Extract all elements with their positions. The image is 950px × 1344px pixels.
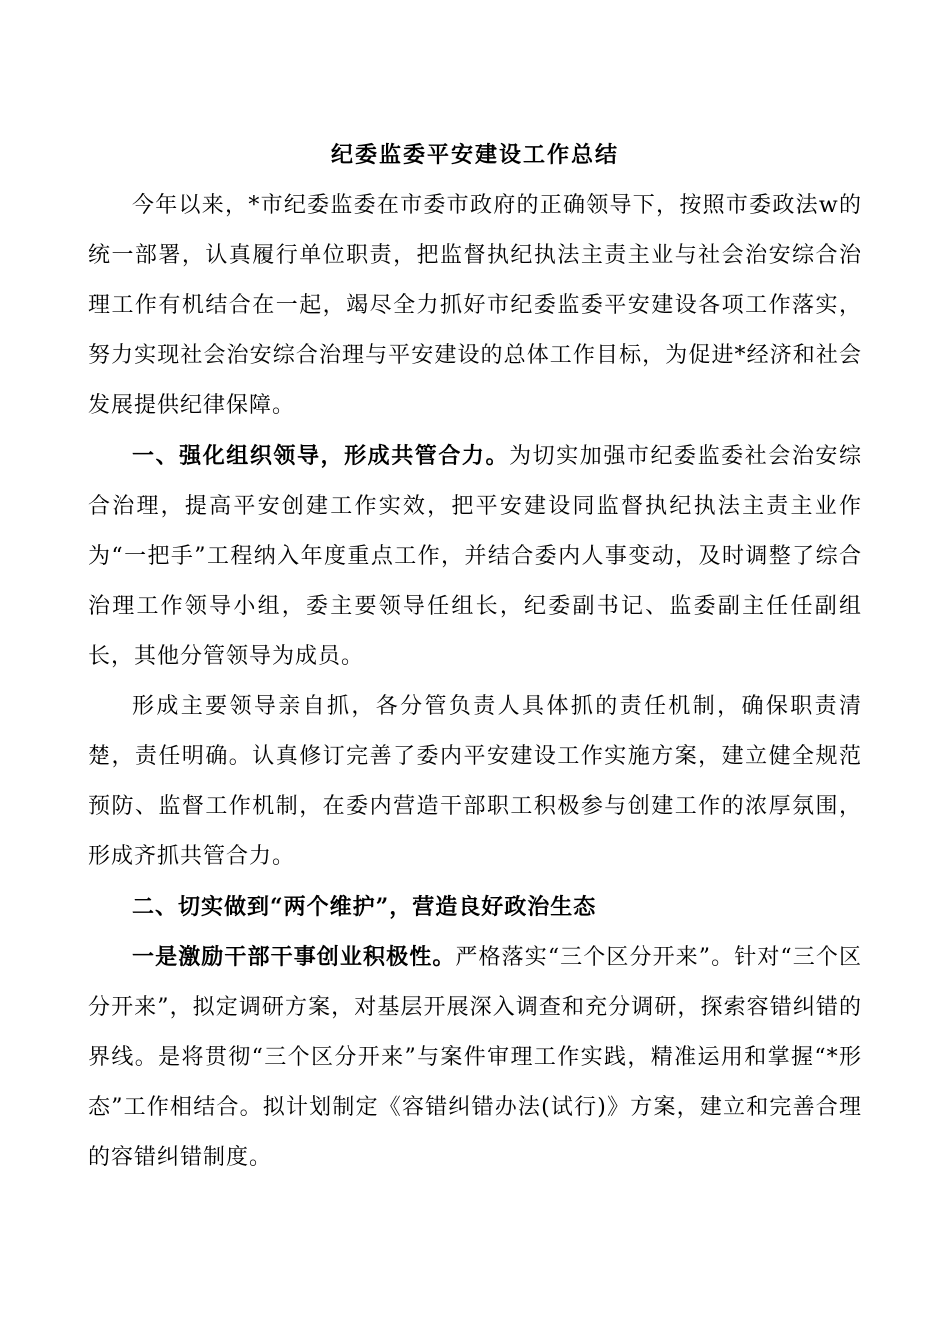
- paragraph-section-2: [88, 882, 862, 932]
- paragraph-text: 今年以来，*市纪委监委在市委市政府的正确领导下，按照市委政法w的统一部署，认真履行单位职责，把监督执纪执法主责主业与社会治安综合治理工作有机结合在一起，竭尽全力抓好市纪委监委平安建设各项工作落实，努力实现社会治安综合治理与平安建设的总体工作目标，为促进*经济和社会发展提供纪律保障。: [88, 193, 862, 418]
- paragraph-intro: [88, 181, 862, 431]
- paragraph-text: 严格落实“三个区分开来”。针对“三个区分开来”，拟定调研方案，对基层开展深入调查和充分调研，探索容错纠错的界线。是将贯彻“三个区分开来”与案件审理工作实践，精准运用和掌握“*形态”工作相结合。拟计划制定《容错纠错办法(试行)》方案，建立和完善合理的容错纠错制度。: [88, 945, 862, 1170]
- paragraph-text: 形成主要领导亲自抓，各分管负责人具体抓的责任机制，确保职责清楚，责任明确。认真修订完善了委内平安建设工作实施方案，建立健全规范预防、监督工作机制，在委内营造干部职工积极参与创建工作的浓厚氛围，形成齐抓共管合力。: [88, 694, 862, 869]
- section-heading: 二、切实做到“两个维护”，营造良好政治生态: [132, 894, 597, 920]
- document-title: 纪委监委平安建设工作总结: [330, 142, 619, 168]
- section-heading: 一、强化组织领导，形成共管合力。: [132, 443, 510, 469]
- paragraph-text: 为切实加强市纪委监委社会治安综合治理，提高平安创建工作实效，把平安建设同监督执纪执法主责主业作为“一把手”工程纳入年度重点工作，并结合委内人事变动，及时调整了综合治理工作领导小组，委主要领导任组长，纪委副书记、监委副主任任副组长，其他分管领导为成员。: [88, 444, 862, 669]
- paragraph-responsibility: [88, 682, 862, 882]
- paragraph-incentive: [88, 932, 862, 1183]
- paragraph-section-1: [88, 431, 862, 682]
- subsection-heading: 一是激励干部干事创业积极性。: [132, 944, 456, 970]
- document-page: [88, 130, 862, 1183]
